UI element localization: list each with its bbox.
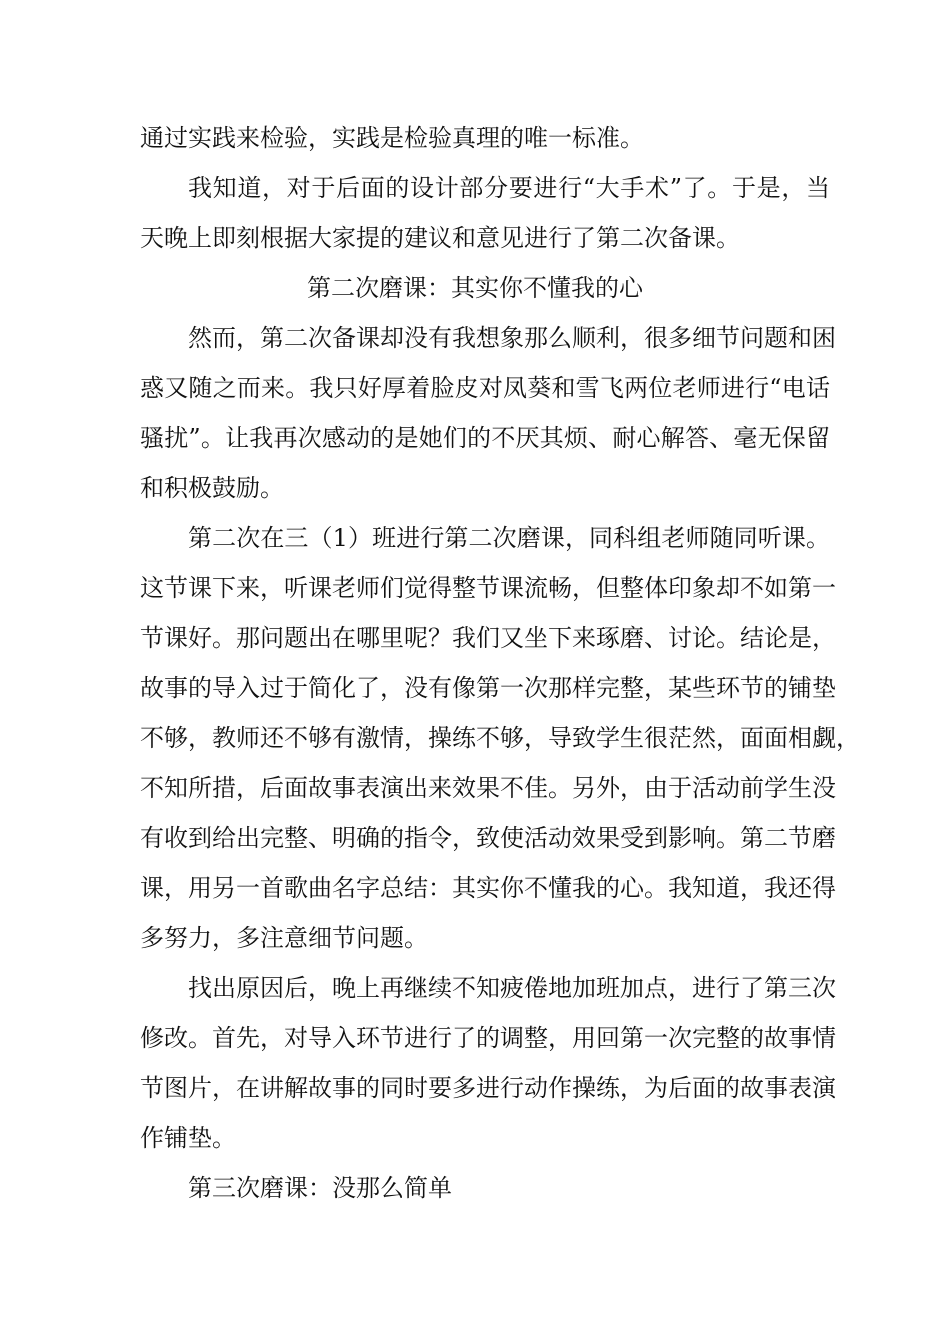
paragraph-line: 这节课下来，听课老师们觉得整节课流畅，但整体印象却不如第一 — [140, 574, 836, 602]
paragraph-line: 惑又随之而来。我只好厚着脸皮对凤葵和雪飞两位老师进行“电话 — [140, 374, 830, 402]
paragraph-line: 通过实践来检验，实践是检验真理的唯一标准。 — [140, 124, 644, 152]
section-heading: 第三次磨课：没那么简单 — [188, 1174, 452, 1202]
paragraph-line: 找出原因后，晚上再继续不知疲倦地加班加点，进行了第三次 — [188, 974, 836, 1002]
paragraph-line: 骚扰”。让我再次感动的是她们的不厌其烦、耐心解答、毫无保留 — [140, 424, 830, 452]
paragraph-line: 天晚上即刻根据大家提的建议和意见进行了第二次备课。 — [140, 224, 740, 252]
paragraph-line: 不够，教师还不够有激情，操练不够，导致学生很茫然，面面相觑， — [140, 724, 860, 752]
paragraph-line: 课，用另一首歌曲名字总结：其实你不懂我的心。我知道，我还得 — [140, 874, 836, 902]
paragraph-line: 作铺垫。 — [140, 1124, 236, 1152]
paragraph-line: 修改。首先，对导入环节进行了的调整，用回第一次完整的故事情 — [140, 1024, 836, 1052]
section-heading: 第二次磨课：其实你不懂我的心 — [307, 274, 643, 302]
paragraph-line: 第二次在三（1）班进行第二次磨课，同科组老师随同听课。 — [188, 524, 830, 552]
paragraph-line: 不知所措，后面故事表演出来效果不佳。另外，由于活动前学生没 — [140, 774, 836, 802]
paragraph-line: 多努力，多注意细节问题。 — [140, 924, 428, 952]
paragraph-line: 节课好。那问题出在哪里呢？我们又坐下来琢磨、讨论。结论是， — [140, 624, 836, 652]
paragraph-line: 和积极鼓励。 — [140, 474, 284, 502]
paragraph-line: 然而，第二次备课却没有我想象那么顺利，很多细节问题和困 — [188, 324, 836, 352]
paragraph-line: 有收到给出完整、明确的指令，致使活动效果受到影响。第二节磨 — [140, 824, 836, 852]
paragraph-line: 故事的导入过于简化了，没有像第一次那样完整，某些环节的铺垫 — [140, 674, 836, 702]
paragraph-line: 我知道，对于后面的设计部分要进行“大手术”了。于是，当 — [188, 174, 830, 202]
paragraph-line: 节图片，在讲解故事的同时要多进行动作操练，为后面的故事表演 — [140, 1074, 836, 1102]
